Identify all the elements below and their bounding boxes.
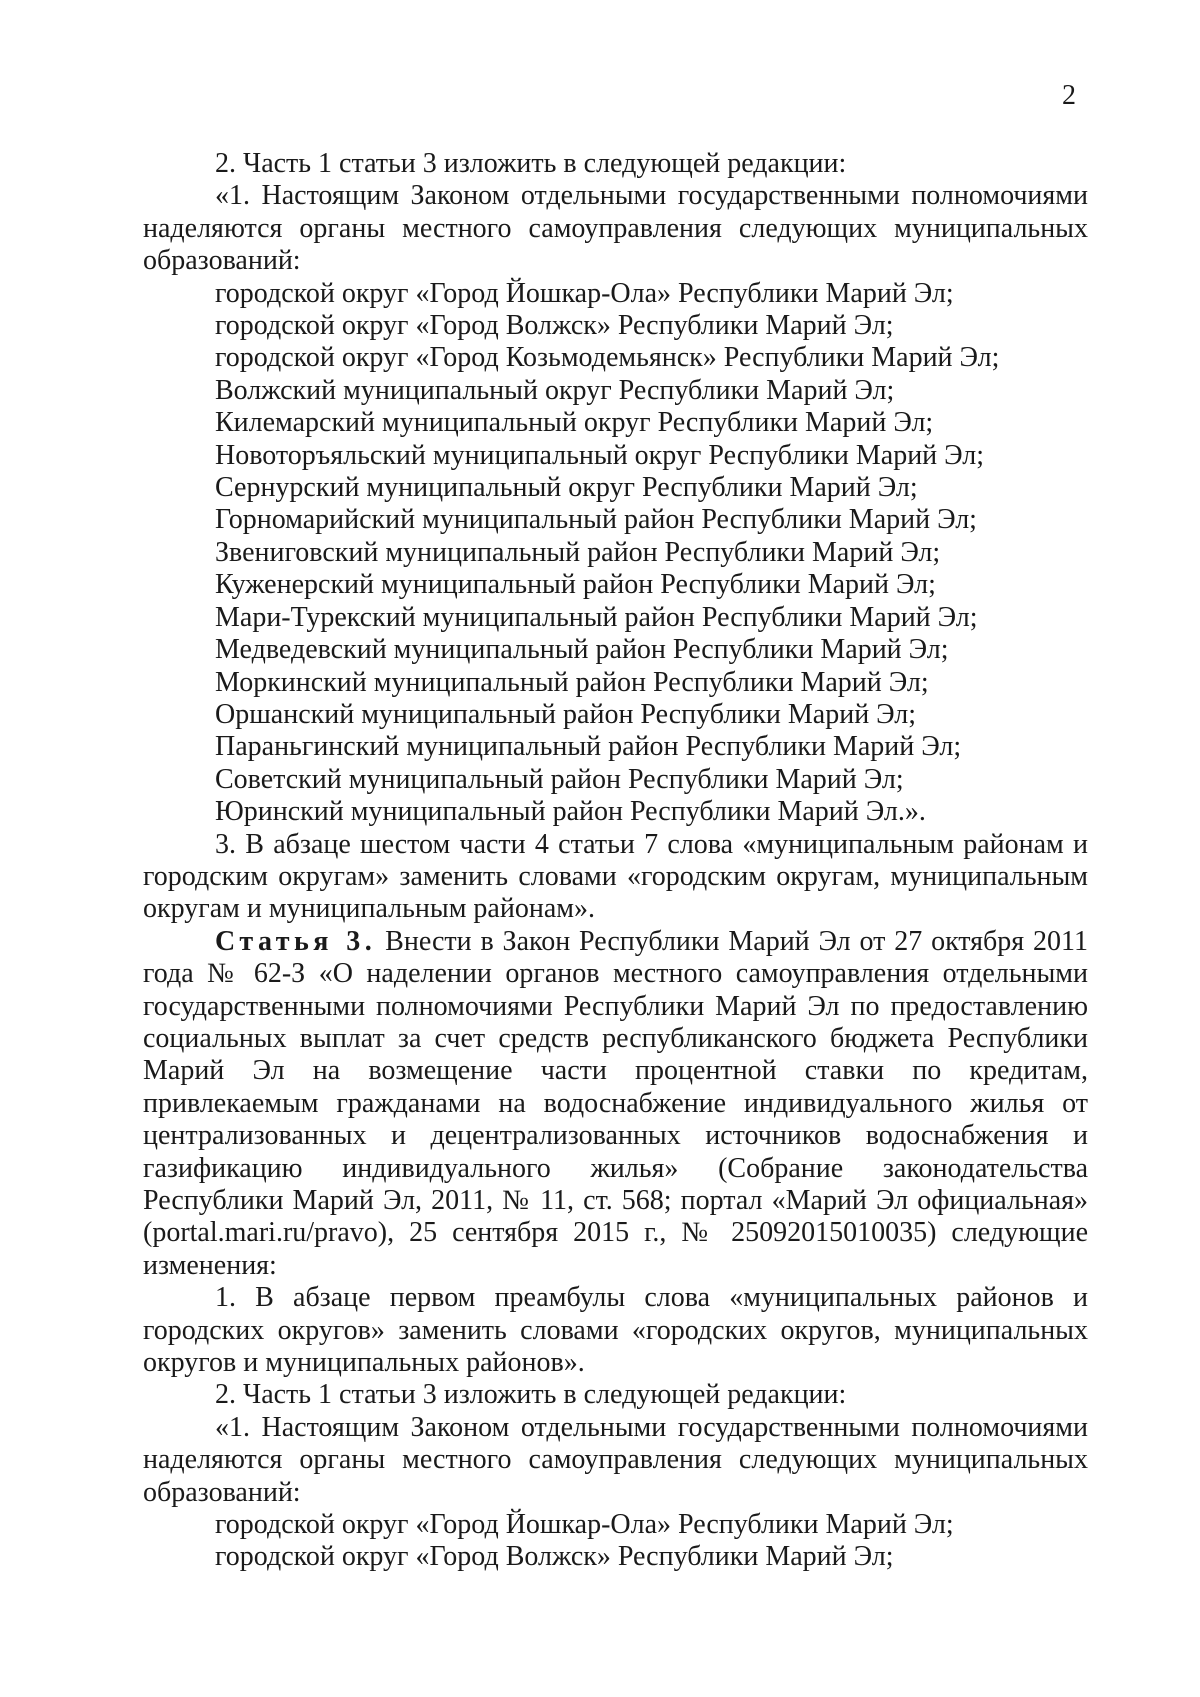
list-item: городской округ «Город Козьмодемьянск» Республики Марий Эл;: [215, 342, 1000, 374]
article-text: Внести в Закон Республики Марий Эл от 27 октября 2011 года № 62-З «О наделении органов местного самоуправления отдельными государственными полномочиями Республики Марий Эл по предоставлению социальных выплат за счет средств республиканского бюджета Республики Марий Эл на возмещение части процентной ставки по кредитам, привлекаемым гражданами на водоснабжение индивидуального жилья от централизованных и децентрализованных источников водоснабжения и газификацию индивидуального жилья» (Собрание законодательства Республики Марий Эл, 2011, № 11, ст. 568; портал «Марий Эл официальная» (portal.mari.ru/pravo), 25 сентября 2015 г., № 25092015010035) следующие изменения:: [143, 925, 1088, 1281]
list-item: Куженерский муниципальный район Республики Марий Эл;: [215, 569, 936, 601]
paragraph-preamble-change: 1. В абзаце первом преамбулы слова «муниципальных районов и городских округов» заменить словами «городских округов, муниципальных округов и муниципальных районов».: [143, 1282, 1088, 1379]
list-item: Килемарский муниципальный округ Республики Марий Эл;: [215, 407, 934, 439]
article-label: Статья 3.: [215, 925, 377, 957]
list-item: городской округ «Город Йошкар-Ола» Республики Марий Эл;: [215, 277, 954, 309]
list-item: Горномарийский муниципальный район Республики Марий Эл;: [215, 504, 977, 536]
municipality-list-2: [143, 1509, 1088, 1574]
paragraph-part-change-3: 3. В абзаце шестом части 4 статьи 7 слова «муниципальным районам и городским округам» заменить словами «городским округам, муниципальным округам и муниципальным районам».: [143, 828, 1088, 925]
document-body: [143, 148, 1088, 1574]
list-item: Советский муниципальный район Республики Марий Эл;: [215, 763, 904, 795]
list-item: Оршанский муниципальный район Республики Марий Эл;: [215, 698, 917, 730]
paragraph-powers-intro-1: «1. Настоящим Законом отдельными государственными полномочиями наделяются органы местного самоуправления следующих муниципальных образований:: [143, 180, 1088, 277]
list-item: Звениговский муниципальный район Республики Марий Эл;: [215, 536, 941, 568]
article-3-paragraph: [143, 926, 1088, 1282]
list-item: Мари-Турекский муниципальный район Республики Марий Эл;: [215, 601, 978, 633]
list-item: Моркинский муниципальный район Республики Марий Эл;: [215, 666, 929, 698]
list-item: городской округ «Город Йошкар-Ола» Республики Марий Эл;: [215, 1509, 954, 1541]
list-item: городской округ «Город Волжск» Республики Марий Эл;: [215, 310, 894, 342]
list-item: Медведевский муниципальный район Республики Марий Эл;: [215, 634, 949, 666]
paragraph-part-change-2: 2. Часть 1 статьи 3 изложить в следующей редакции:: [215, 1379, 847, 1411]
list-item: Юринский муниципальный район Республики Марий Эл.».: [215, 796, 926, 828]
list-item: Параньгинский муниципальный район Республики Марий Эл;: [215, 731, 962, 763]
list-item: городской округ «Город Волжск» Республики Марий Эл;: [215, 1541, 894, 1573]
municipality-list-1: [143, 278, 1088, 829]
list-item: Волжский муниципальный округ Республики Марий Эл;: [215, 374, 895, 406]
list-item: Новоторъяльский муниципальный округ Республики Марий Эл;: [215, 439, 985, 471]
paragraph-powers-intro-2: «1. Настоящим Законом отдельными государственными полномочиями наделяются органы местного самоуправления следующих муниципальных образований:: [143, 1411, 1088, 1508]
list-item: Сернурский муниципальный округ Республики Марий Эл;: [215, 472, 918, 504]
page-number: 2: [1062, 80, 1076, 111]
paragraph-part-change-1: 2. Часть 1 статьи 3 изложить в следующей редакции:: [215, 148, 847, 179]
